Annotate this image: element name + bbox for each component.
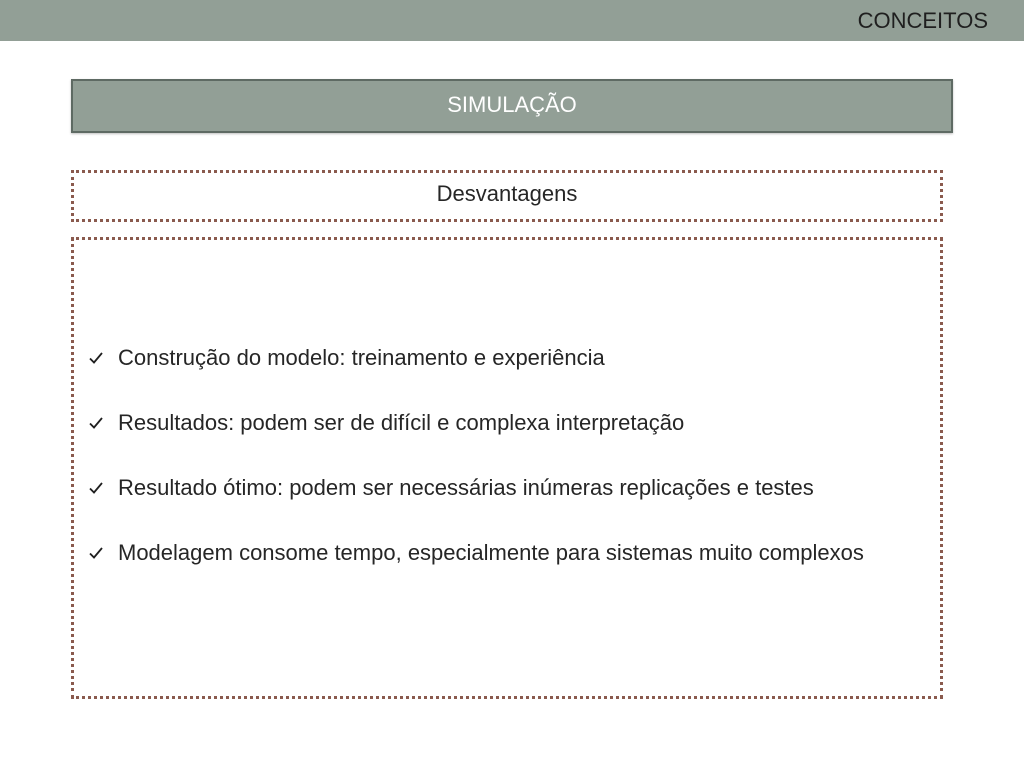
slide-title: SIMULAÇÃO bbox=[447, 92, 577, 117]
list-item-text: Resultado ótimo: podem ser necessárias inúmeras replicações e testes bbox=[118, 475, 814, 500]
list-item bbox=[86, 342, 936, 373]
content-box bbox=[71, 237, 943, 699]
list-item bbox=[86, 537, 936, 568]
bullet-list bbox=[86, 342, 936, 602]
check-icon bbox=[86, 537, 106, 568]
list-item-text: Resultados: podem ser de difícil e complexa interpretação bbox=[118, 410, 685, 435]
list-item bbox=[86, 472, 936, 503]
slide-title-bar bbox=[71, 79, 953, 133]
check-icon bbox=[86, 342, 106, 373]
top-header-bar bbox=[0, 0, 1024, 41]
check-icon bbox=[86, 407, 106, 438]
check-icon bbox=[86, 472, 106, 503]
slide-subtitle: Desvantagens bbox=[436, 181, 578, 206]
list-item-text: Construção do modelo: treinamento e experiência bbox=[118, 345, 605, 370]
subtitle-box bbox=[71, 170, 943, 222]
list-item-text: Modelagem consome tempo, especialmente para sistemas muito complexos bbox=[118, 540, 864, 565]
list-item bbox=[86, 407, 936, 438]
section-label: CONCEITOS bbox=[857, 8, 988, 33]
